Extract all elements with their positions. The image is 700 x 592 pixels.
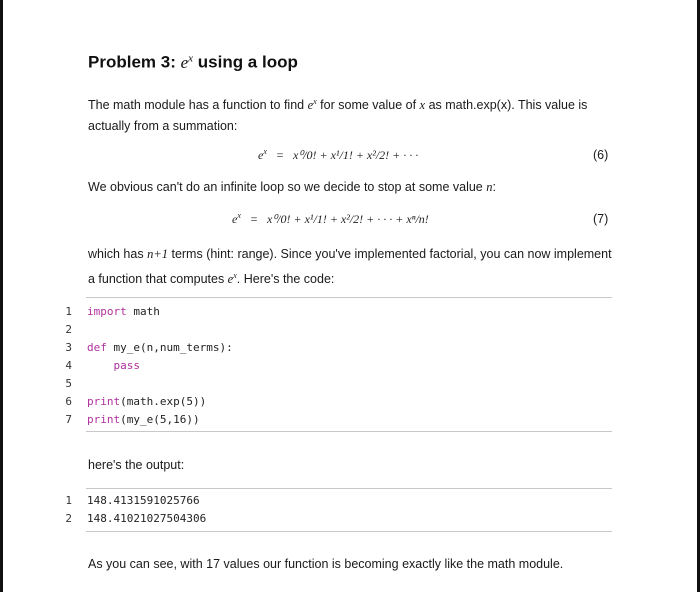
code-line-6: 6 print(math.exp(5)) <box>60 393 206 411</box>
code-line-1: 1 import math <box>60 303 160 321</box>
code-line-7: 7 print(my_e(5,16)) <box>60 411 200 429</box>
title-math-exp: x <box>188 52 194 64</box>
keyword-import: import <box>87 305 127 318</box>
title-suffix: using a loop <box>193 52 298 72</box>
conclusion-paragraph: As you can see, with 17 values our function is becoming exactly like the math module. <box>88 557 564 571</box>
code-line-5 <box>60 375 87 393</box>
inline-math-ex: $e^x$ <box>307 97 317 113</box>
line-number: 7 <box>65 413 72 426</box>
intro-paragraph: The math module has a function to find $e^x$ for some value of x as math.exp(x). This value is actually from a summation: <box>88 97 588 134</box>
equation-6-rhs: x⁰/0! + x¹/1! + x²/2! + · · · <box>293 148 419 162</box>
code-line-4 <box>60 357 140 375</box>
inline-math-n-plus-1: n+1 <box>147 247 168 261</box>
equation-7-number: (7) <box>593 212 609 226</box>
equation-6: $e^x = x^0/0$! + x¹/1! + x²/2! + · · · <box>258 147 419 162</box>
keyword-def: def <box>87 341 107 354</box>
output-intro: here's the output: <box>88 458 185 472</box>
page-left-edge <box>0 0 3 592</box>
output-line-2: 2 148.41021027504306 <box>60 510 206 528</box>
code-bottom-rule <box>86 431 612 432</box>
title-math-base: e <box>180 52 189 72</box>
output-top-rule <box>86 488 612 489</box>
line-number: 6 <box>65 395 72 408</box>
problem-title <box>88 52 298 73</box>
equation-7: $e^x = x^0/0$! + x¹/1! + x²/2! + · · · + xⁿ/n! <box>232 211 429 226</box>
code-line-2 <box>60 321 87 339</box>
equation-6-number: (6) <box>593 148 609 162</box>
inline-math-n: n <box>486 180 493 194</box>
line-number: 1 <box>65 305 72 318</box>
code-top-rule <box>86 297 612 298</box>
line-number: 5 <box>65 377 72 390</box>
inline-math-x: x <box>419 98 426 113</box>
code-line-3: 3 def my_e(n,num_terms): <box>60 339 233 357</box>
line-number: 2 <box>65 323 72 336</box>
inline-math-ex-2: $e^x$ <box>227 271 237 287</box>
line-number: 3 <box>65 341 72 354</box>
builtin-print: print <box>87 413 121 426</box>
builtin-print: print <box>87 395 121 408</box>
loop-paragraph: We obvious can't do an infinite loop so we decide to stop at some value n: <box>88 180 496 194</box>
output-line-1: 1 148.4131591025766 <box>60 492 200 510</box>
line-number: 2 <box>65 512 72 525</box>
output-bottom-rule <box>86 531 612 532</box>
hint-paragraph: which has n+1 terms (hint: range). Since you've implemented factorial, you can now implement a function that computes $e^x$. Here's the code: <box>88 247 612 287</box>
title-prefix: Problem 3: <box>88 52 181 72</box>
equation-7-rhs: x⁰/0! + x¹/1! + x²/2! + · · · + xⁿ/n! <box>267 212 429 226</box>
keyword-pass: pass <box>87 359 140 372</box>
line-number: 4 <box>65 359 72 372</box>
line-number: 1 <box>65 494 72 507</box>
title-math <box>181 53 193 72</box>
